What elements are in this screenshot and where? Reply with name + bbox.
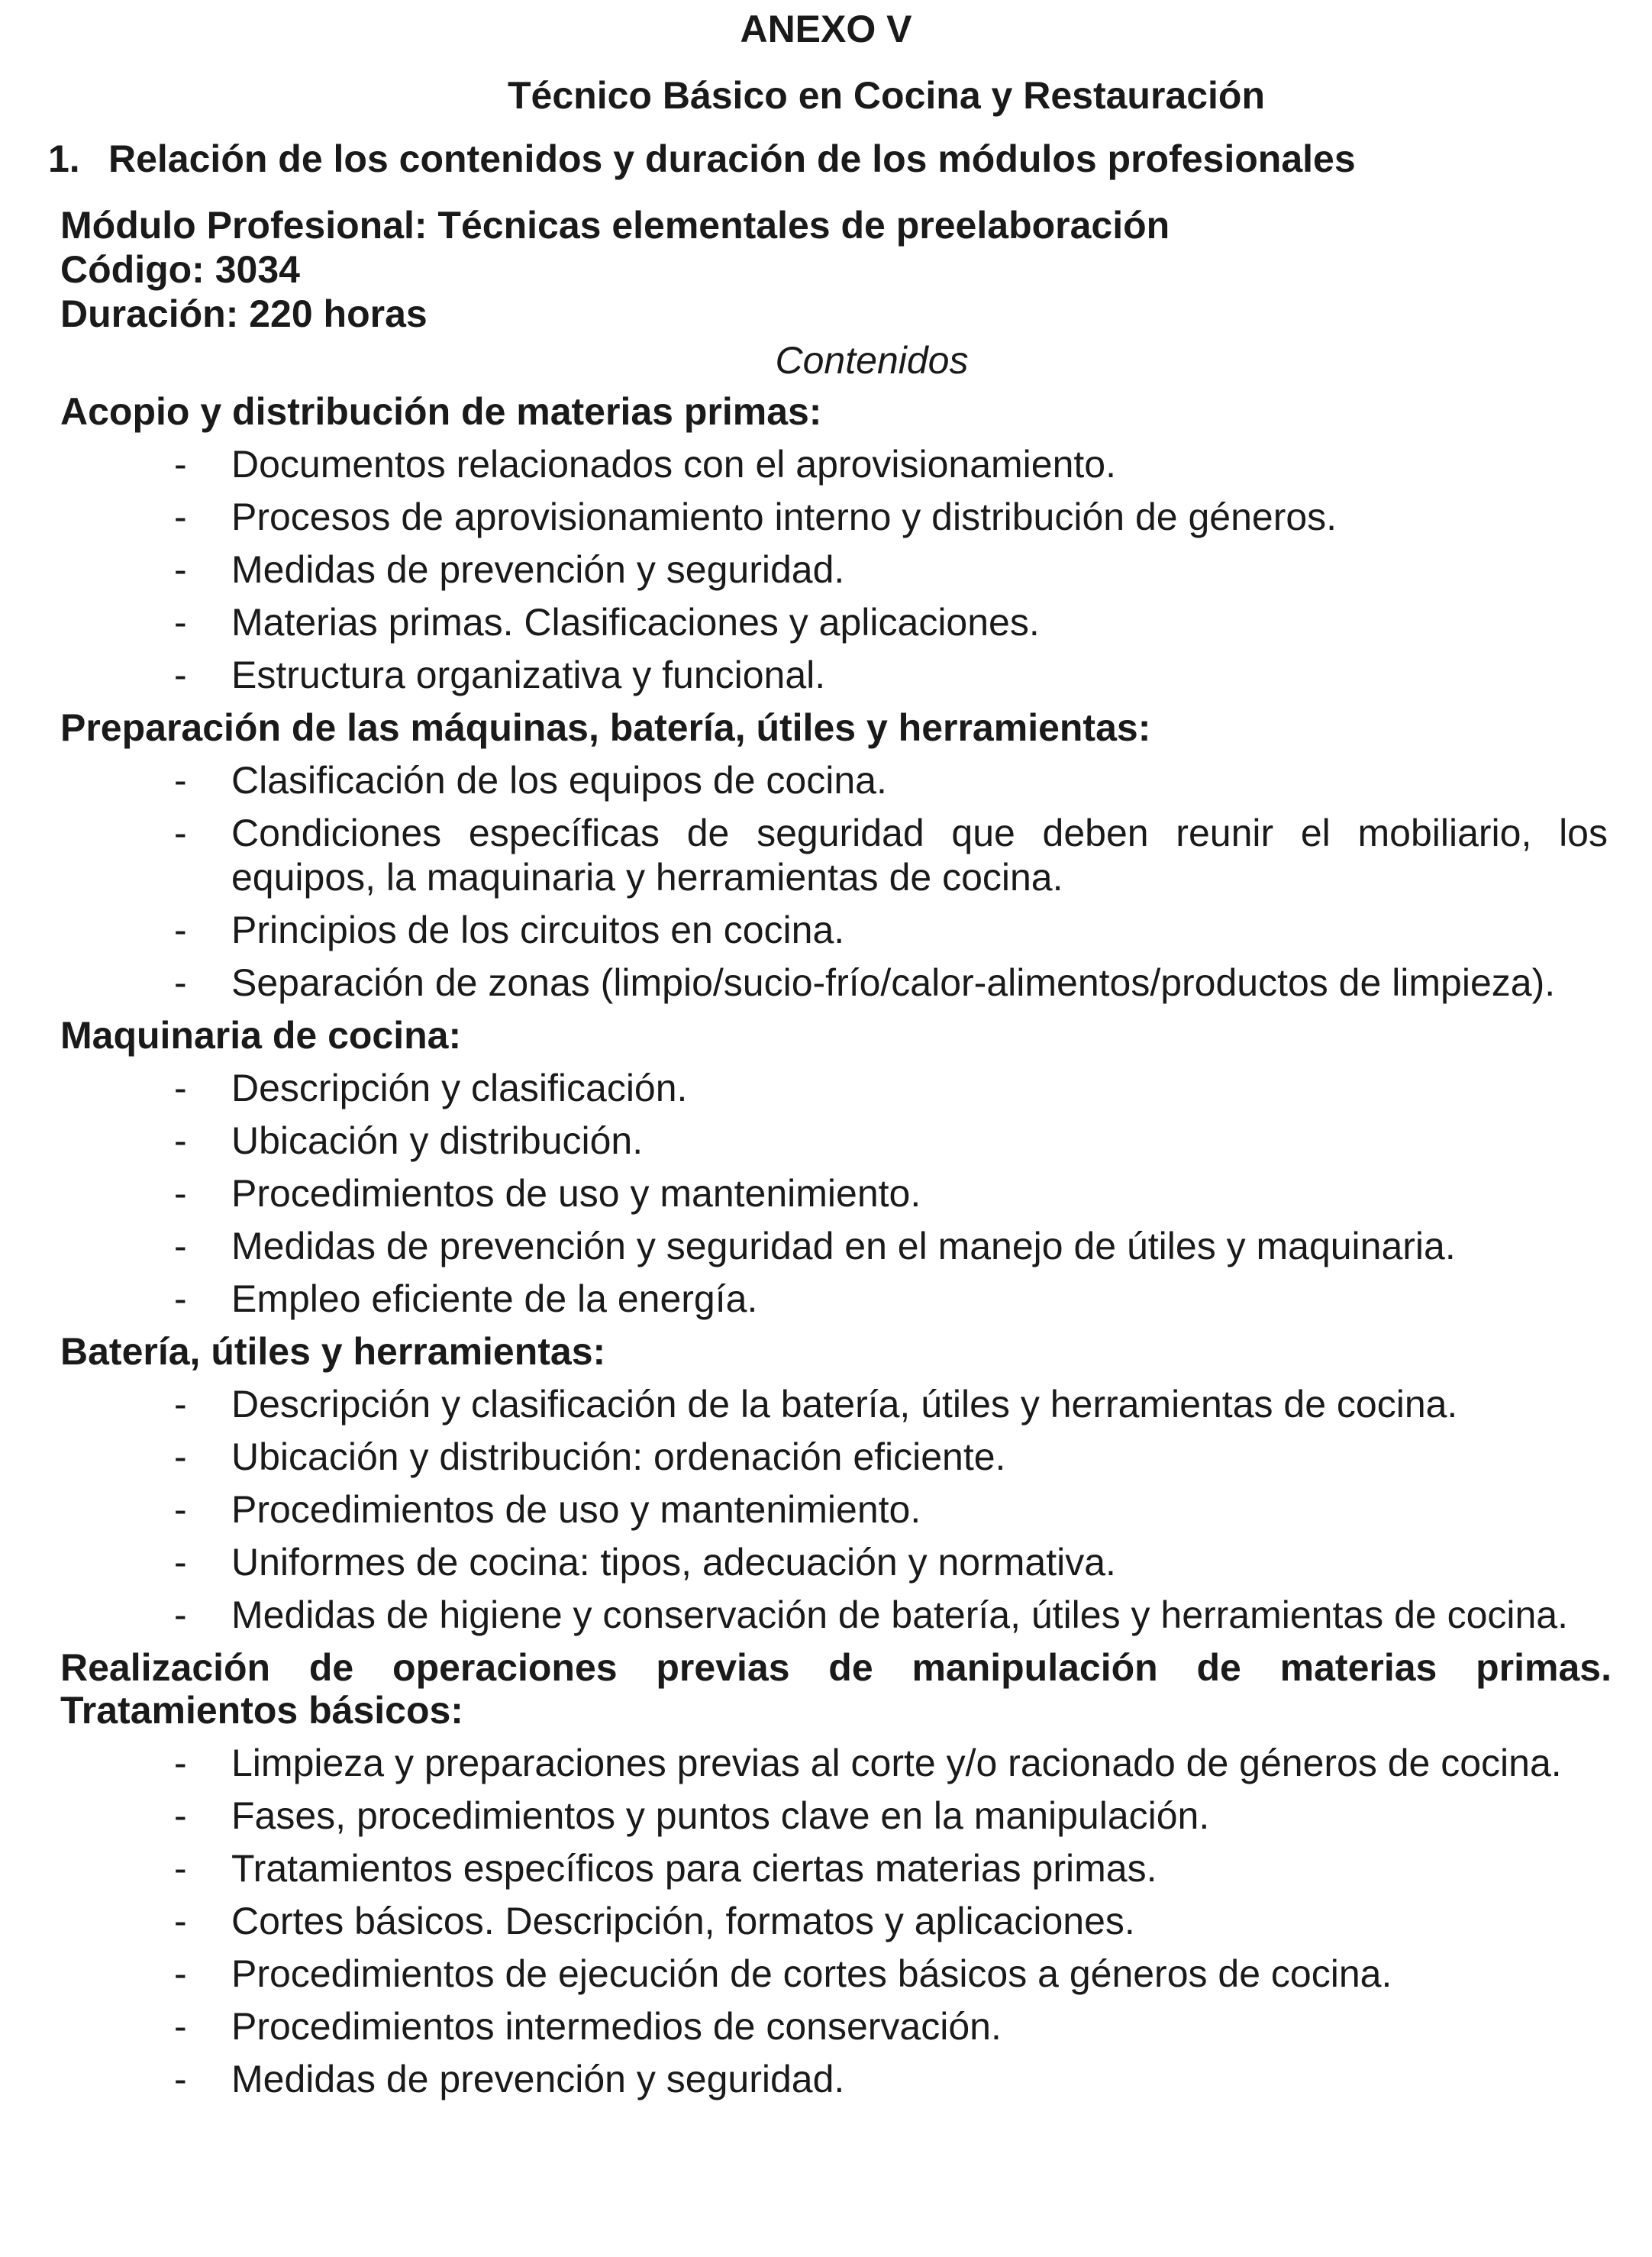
list-bullet: - xyxy=(174,909,187,951)
section-heading: Acopio y distribución de materias primas: xyxy=(60,390,822,433)
module-name: Módulo Profesional: Técnicas elementales de preelaboración xyxy=(60,204,1170,247)
list-bullet: - xyxy=(174,1900,187,1942)
list-item: Clasificación de los equipos de cocina. xyxy=(231,759,887,802)
list-bullet: - xyxy=(174,443,187,486)
list-bullet: - xyxy=(174,1435,187,1478)
module-code: Código: 3034 xyxy=(60,248,300,291)
list-bullet: - xyxy=(174,812,187,854)
list-bullet: - xyxy=(174,496,187,538)
list-item: Procedimientos de uso y mantenimiento. xyxy=(231,1488,921,1531)
list-item: Documentos relacionados con el aprovisionamiento. xyxy=(231,443,1116,486)
annex-heading: ANEXO V xyxy=(740,8,912,50)
list-item: Tratamientos específicos para ciertas materias primas. xyxy=(231,1847,1157,1890)
list-item: Estructura organizativa y funcional. xyxy=(231,654,826,696)
list-item: Materias primas. Clasificaciones y aplicaciones. xyxy=(231,601,1040,644)
module-duration: Duración: 220 horas xyxy=(60,292,428,335)
list-item: Limpieza y preparaciones previas al corte y/o racionado de géneros de cocina. xyxy=(231,1742,1562,1784)
list-item: Condiciones específicas de seguridad que deben reunir el mobiliario, los xyxy=(231,812,1608,854)
list-item: Medidas de prevención y seguridad. xyxy=(231,548,845,591)
list-item: Procedimientos intermedios de conservación. xyxy=(231,2005,1002,2048)
list-bullet: - xyxy=(174,601,187,644)
list-bullet: - xyxy=(174,1541,187,1584)
list-item: Medidas de higiene y conservación de batería, útiles y herramientas de cocina. xyxy=(231,1593,1569,1636)
section-heading: Batería, útiles y herramientas: xyxy=(60,1330,606,1373)
qualification-title: Técnico Básico en Cocina y Restauración xyxy=(508,74,1265,117)
list-item: Separación de zonas (limpio/sucio-frío/calor-alimentos/productos de limpieza). xyxy=(231,961,1556,1004)
list-item: Medidas de prevención y seguridad en el manejo de útiles y maquinaria. xyxy=(231,1225,1456,1267)
section-number: 1. xyxy=(48,137,80,180)
section-heading: Preparación de las máquinas, batería, útiles y herramientas: xyxy=(60,706,1151,749)
list-item: Procedimientos de uso y mantenimiento. xyxy=(231,1172,921,1215)
list-item: Uniformes de cocina: tipos, adecuación y normativa. xyxy=(231,1541,1116,1584)
list-bullet: - xyxy=(174,2005,187,2048)
list-item: Fases, procedimientos y puntos clave en la manipulación. xyxy=(231,1794,1210,1837)
list-bullet: - xyxy=(174,1952,187,1995)
list-item: Ubicación y distribución. xyxy=(231,1119,644,1162)
list-item: Descripción y clasificación. xyxy=(231,1067,688,1109)
section-title: Relación de los contenidos y duración de los módulos profesionales xyxy=(108,137,1356,180)
list-item: Descripción y clasificación de la batería, útiles y herramientas de cocina. xyxy=(231,1383,1458,1426)
list-bullet: - xyxy=(174,759,187,802)
list-bullet: - xyxy=(174,2058,187,2100)
list-bullet: - xyxy=(174,654,187,696)
list-bullet: - xyxy=(174,1225,187,1267)
section-heading: Realización de operaciones previas de manipulación de materias primas. xyxy=(60,1646,1612,1689)
section-heading-continuation: Tratamientos básicos: xyxy=(60,1689,463,1732)
list-bullet: - xyxy=(174,1383,187,1426)
list-item: Empleo eficiente de la energía. xyxy=(231,1277,758,1320)
list-item: Ubicación y distribución: ordenación eficiente. xyxy=(231,1435,1006,1478)
list-item: Procedimientos de ejecución de cortes básicos a géneros de cocina. xyxy=(231,1952,1392,1995)
list-bullet: - xyxy=(174,961,187,1004)
list-bullet: - xyxy=(174,1593,187,1636)
list-bullet: - xyxy=(174,1488,187,1531)
contents-label: Contenidos xyxy=(775,339,969,382)
list-bullet: - xyxy=(174,1172,187,1215)
list-bullet: - xyxy=(174,1067,187,1109)
list-bullet: - xyxy=(174,1794,187,1837)
list-item: Cortes básicos. Descripción, formatos y aplicaciones. xyxy=(231,1900,1135,1942)
list-item: Procesos de aprovisionamiento interno y distribución de géneros. xyxy=(231,496,1337,538)
list-item: Principios de los circuitos en cocina. xyxy=(231,909,845,951)
list-bullet: - xyxy=(174,1277,187,1320)
list-bullet: - xyxy=(174,1742,187,1784)
list-bullet: - xyxy=(174,1847,187,1890)
list-item-continuation: equipos, la maquinaria y herramientas de cocina. xyxy=(231,856,1063,899)
list-item: Medidas de prevención y seguridad. xyxy=(231,2058,845,2100)
section-heading: Maquinaria de cocina: xyxy=(60,1014,462,1057)
list-bullet: - xyxy=(174,548,187,591)
list-bullet: - xyxy=(174,1119,187,1162)
